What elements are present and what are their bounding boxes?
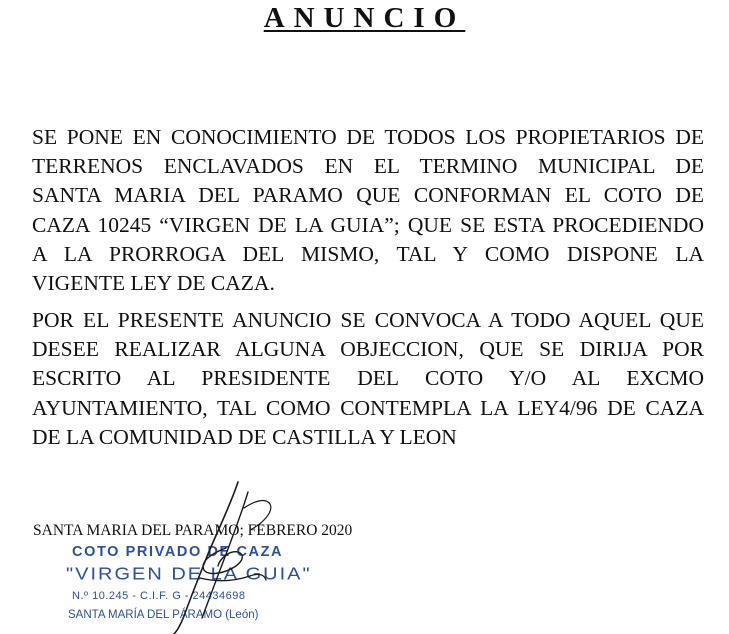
paragraph-2-line: POR EL PRESENTE ANUNCIO SE CONVOCA A TODO AQUEL QUE: [32, 308, 704, 332]
paragraph-2-line: AYUNTAMIENTO, TAL COMO CONTEMPLA LA LEY4/96 DE CAZA: [32, 395, 704, 420]
paragraph-2: [32, 306, 704, 452]
paragraph-2-line: ESCRITO AL PRESIDENTE DEL COTO Y/O AL EXCMO: [32, 366, 704, 391]
paragraph-1: [32, 123, 704, 298]
announcement-title: ANUNCIO: [263, 2, 466, 34]
stamp-line-4: SANTA MARÍA DEL PÁRAMO (León): [68, 609, 259, 621]
paragraph-2-line: DESEE REALIZAR ALGUNA OBJECCION, QUE SE DIRIJA POR: [32, 337, 704, 362]
paragraph-1-line: SE PONE EN CONOCIMIENTO DE TODOS LOS PROPIETARIOS DE: [32, 125, 704, 149]
stamp-line-3: N.º 10.245 - C.I.F. G - 24434698: [72, 590, 246, 602]
paragraph-1-line: A LA PRORROGA DEL MISMO, TAL Y COMO DISPONE LA: [32, 241, 704, 266]
stamp-line-1: COTO PRIVADO DE CAZA: [72, 544, 284, 560]
stamp-line-2: "VIRGEN DE LA GUIA": [66, 564, 312, 584]
paragraph-1-line: CAZA 10245 “VIRGEN DE LA GUIA”; QUE SE ESTA PROCEDIENDO: [32, 212, 704, 237]
paragraph-1-line: TERRENOS ENCLAVADOS EN EL TERMINO MUNICIPAL DE: [32, 154, 704, 179]
date-line: SANTA MARIA DEL PARAMO; FEBRERO 2020: [33, 522, 353, 539]
paragraph-1-line: SANTA MARIA DEL PARAMO QUE CONFORMAN EL COTO DE: [32, 183, 704, 208]
paragraph-1-line: VIGENTE LEY DE CAZA.: [32, 270, 275, 295]
paragraph-2-line: DE LA COMUNIDAD DE CASTILLA Y LEON: [32, 424, 457, 449]
